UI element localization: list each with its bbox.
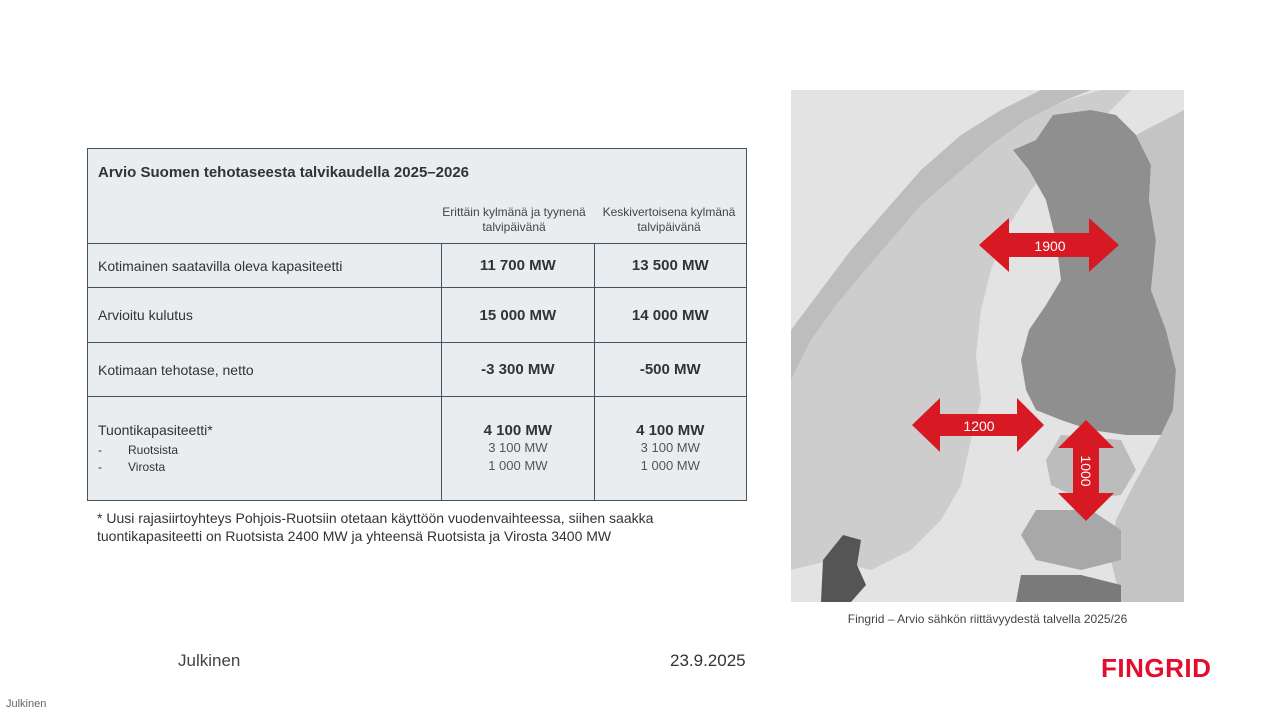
arrow-sweden-north <box>979 218 1119 272</box>
arrow-label-south: 1000 <box>1078 455 1094 487</box>
arrow-estonia <box>1058 420 1114 521</box>
document-classification: Julkinen <box>6 698 47 710</box>
value-cell: 15 000 MW <box>442 288 594 343</box>
table-row <box>88 397 747 501</box>
total-value: 4 100 MW <box>636 422 705 439</box>
value-cell <box>442 397 594 501</box>
list-item: - Virosta <box>98 459 166 474</box>
table-title: Arvio Suomen tehotaseesta talvikaudella 2025–2026 <box>98 164 470 181</box>
sweden-value: 3 100 MW <box>488 440 548 455</box>
arrow-label-north: 1900 <box>1034 238 1066 254</box>
row-label: Kotimaan tehotase, netto <box>88 343 442 397</box>
value-cell: 11 700 MW <box>442 244 594 288</box>
table-header <box>88 149 747 244</box>
estonia-value: 1 000 MW <box>488 458 548 473</box>
value-cell: 14 000 MW <box>594 288 746 343</box>
row-label: Kotimainen saatavilla oleva kapasiteetti <box>88 244 442 288</box>
import-sources <box>98 442 441 476</box>
arrows-layer <box>791 90 1184 602</box>
list-item: - Ruotsista <box>98 442 179 457</box>
value-cell <box>594 397 746 501</box>
total-value: 4 100 MW <box>483 422 553 439</box>
map-caption: Fingrid – Arvio sähkön riittävyydestä talvella 2025/26 <box>847 612 1128 626</box>
nordic-map <box>791 90 1184 602</box>
classification-label: Julkinen <box>178 651 241 670</box>
estonia-value: 1 000 MW <box>640 458 700 473</box>
table-row <box>88 288 747 343</box>
footnote: * Uusi rajasiirtoyhteys Pohjois-Ruotsiin otetaan käyttöön vuodenvaihteessa, siihen saakka tuontikapasiteetti on Ruotsista 2400 MW ja yhteensä Ruotsista ja Virosta 3400 MW <box>97 510 654 544</box>
capacity-table <box>87 148 747 501</box>
table-row <box>88 244 747 288</box>
value-cell: -3 300 MW <box>442 343 594 397</box>
fingrid-logo: FINGRID <box>1101 653 1212 683</box>
row-label: Arvioitu kulutus <box>88 288 442 343</box>
arrow-label-west: 1200 <box>963 418 995 434</box>
value-cell: -500 MW <box>594 343 746 397</box>
presentation-date: 23.9.2025 <box>670 651 746 670</box>
column-header-very-cold: Erittäin kylmänä ja tyynenä talvipäivänä <box>442 205 586 234</box>
row-label: Tuontikapasiteetti* <box>98 421 213 438</box>
value-cell: 13 500 MW <box>594 244 746 288</box>
column-header-average-cold: Keskivertoisena kylmänä talvipäivänä <box>602 205 736 234</box>
table-row <box>88 343 747 397</box>
arrow-sweden-south <box>912 398 1044 452</box>
sweden-value: 3 100 MW <box>640 440 700 455</box>
import-cell <box>88 397 442 501</box>
